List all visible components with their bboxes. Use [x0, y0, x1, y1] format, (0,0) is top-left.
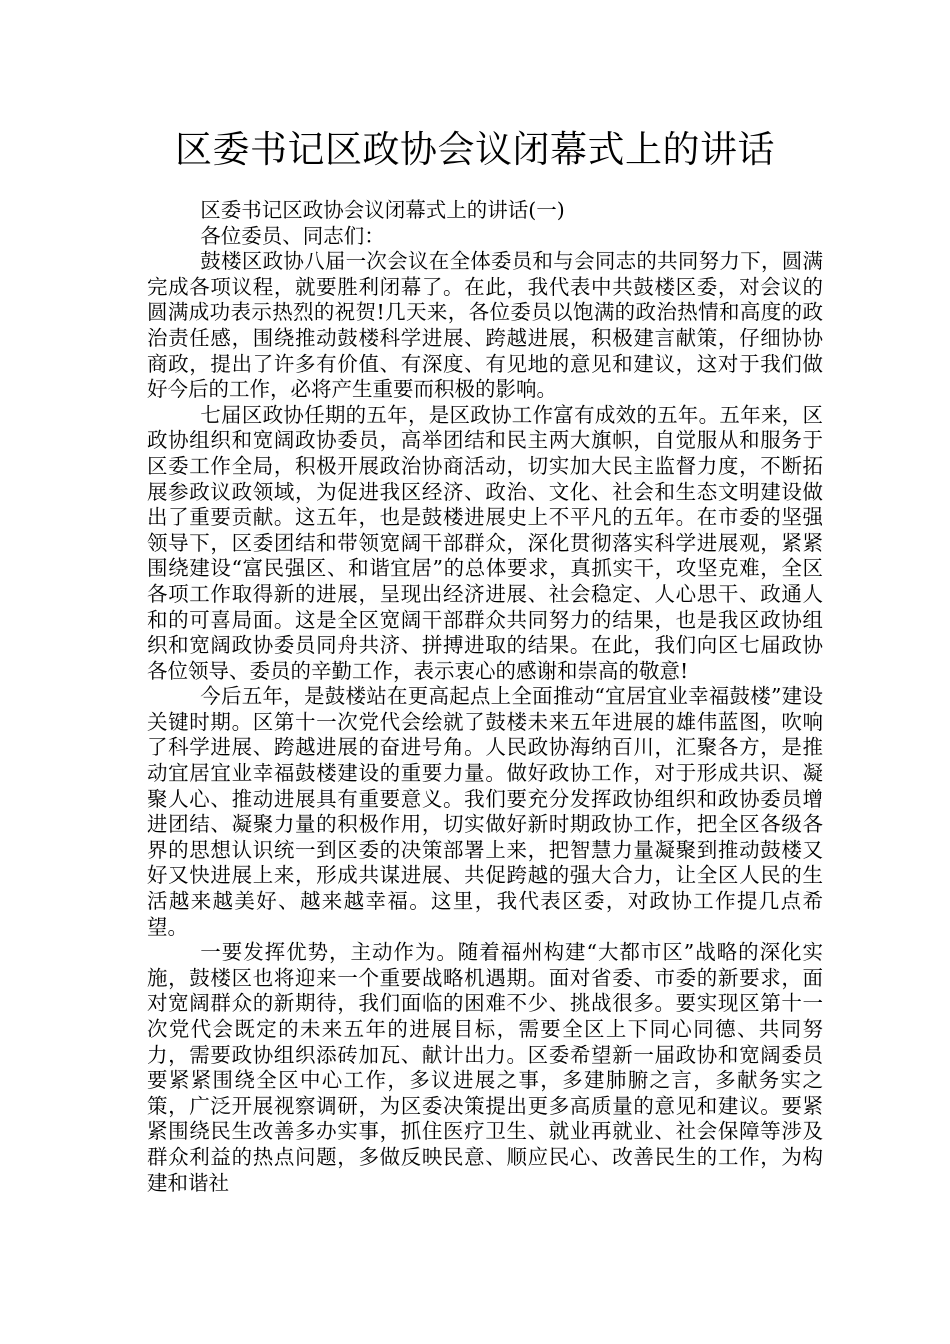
document-body	[147, 198, 823, 1196]
paragraph: 一要发挥优势，主动作为。随着福州构建“大都市区”战略的深化实施，鼓楼区也将迎来一个重要战略机遇期。面对省委、市委的新要求，面对宽阔群众的新期待，我们面临的困难不少、挑战很多。要实现区第十一次党代会既定的未来五年的进展目标，需要全区上下同心同德、共同努力，需要政协组织添砖加瓦、献计出力。区委希望新一届政协和宽阔委员要紧紧围绕全区中心工作，多议进展之事，多建肺腑之言，多献务实之策，广泛开展视察调研，为区委决策提出更多高质量的意见和建议。要紧紧围绕民生改善多办实事，抓住医疗卫生、就业再就业、社会保障等涉及群众利益的热点问题，多做反映民意、顺应民心、改善民生的工作，为构建和谐社	[147, 940, 823, 1195]
salutation: 各位委员、同志们：	[200, 223, 385, 248]
document-title: 区委书记区政协会议闭幕式上的讲话	[175, 128, 775, 171]
paragraph: 鼓楼区政协八届一次会议在全体委员和与会同志的共同努力下，圆满完成各项议程，就要胜利闭幕了。在此，我代表中共鼓楼区委，对会议的圆满成功表示热烈的祝贺!几天来，各位委员以饱满的政治热情和高度的政治责任感，围绕推动鼓楼科学进展、跨越进展，积极建言献策，仔细协协商政，提出了许多有价值、有深度、有见地的意见和建议，这对于我们做好今后的工作，必将产生重要而积极的影响。	[147, 249, 823, 402]
paragraph: 七届区政协任期的五年，是区政协工作富有成效的五年。五年来，区政协组织和宽阔政协委员，高举团结和民主两大旗帜，自觉服从和服务于区委工作全局，积极开展政治协商活动，切实加大民主监督力度，不断拓展参政议政领域，为促进我区经济、政治、文化、社会和生态文明建设做出了重要贡献。这五年，也是鼓楼进展史上不平凡的五年。在市委的坚强领导下，区委团结和带领宽阔干部群众，深化贯彻落实科学进展观，紧紧围绕建设“富民强区、和谐宜居”的总体要求，真抓实干，攻坚克难，全区各项工作取得新的进展，呈现出经济进展、社会稳定、人心思干、政通人和的可喜局面。这是全区宽阔干部群众共同努力的结果，也是我区政协组织和宽阔政协委员同舟共济、拼搏进取的结果。在此，我们向区七届政协各位领导、委员的辛勤工作，表示衷心的感谢和崇高的敬意!	[147, 402, 823, 683]
document-subtitle: 区委书记区政协会议闭幕式上的讲话(一)	[200, 198, 565, 222]
paragraph: 今后五年，是鼓楼站在更高起点上全面推动“宜居宜业幸福鼓楼”建设关键时期。区第十一次党代会绘就了鼓楼未来五年进展的雄伟蓝图，吹响了科学进展、跨越进展的奋进号角。人民政协海纳百川，汇聚各方，是推动宜居宜业幸福鼓楼建设的重要力量。做好政协工作，对于形成共识、凝聚人心、推动进展具有重要意义。我们要充分发挥政协组织和政协委员增进团结、凝聚力量的积极作用，切实做好新时期政协工作，把全区各级各界的思想认识统一到区委的决策部署上来，把智慧力量凝聚到推动鼓楼又好又快进展上来，形成共谋进展、共促跨越的强大合力，让全区人民的生活越来越美好、越来越幸福。这里，我代表区委，对政协工作提几点希望。	[147, 684, 823, 939]
